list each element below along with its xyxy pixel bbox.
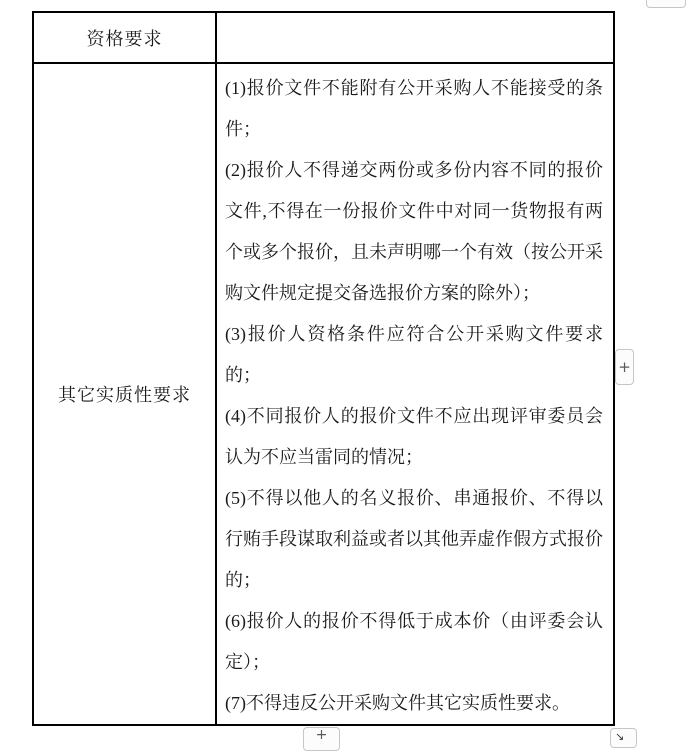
plus-icon: + [315, 727, 328, 743]
requirement-item: (6)报价人的报价不得低于成本价（由评委会认定）； [225, 611, 603, 672]
table-row [33, 63, 614, 725]
row-header-other-substantive-requirements[interactable]: 其它实质性要求 [33, 63, 216, 725]
requirement-item: (7)不得违反公开采购文件其它实质性要求。 [225, 693, 570, 713]
requirement-item: (4)不同报价人的报价文件不应出现评审委员会认为不应当雷同的情况； [225, 406, 603, 467]
add-column-button[interactable] [615, 349, 634, 385]
requirements-table [32, 11, 615, 726]
qualification-requirements-content-cell[interactable] [216, 12, 614, 63]
requirement-item: (1)报价文件不能附有公开采购人不能接受的条件； [225, 78, 603, 139]
other-substantive-requirements-content-cell[interactable] [216, 63, 614, 725]
row-header-qualification-requirements[interactable]: 资格要求 [33, 12, 216, 63]
top-right-partial-button[interactable] [646, 0, 686, 8]
plus-icon: + [618, 358, 631, 376]
table-resize-handle[interactable] [610, 728, 637, 748]
diagonal-arrow-icon: ↘ [615, 730, 625, 743]
requirement-item: (2)报价人不得递交两份或多份内容不同的报价文件,不得在一份报价文件中对同一货物报有两个或多个报价，且未声明哪一个有效（按公开采购文件规定提交备选报价方案的除外）； [225, 160, 603, 303]
requirement-list [225, 68, 605, 724]
table-row [33, 12, 614, 63]
requirement-item: (3)报价人资格条件应符合公开采购文件要求的； [225, 324, 603, 385]
add-row-button[interactable] [303, 727, 340, 751]
requirement-item: (5)不得以他人的名义报价、串通报价、不得以行贿手段谋取利益或者以其他弄虚作假方式报价的； [225, 488, 603, 590]
